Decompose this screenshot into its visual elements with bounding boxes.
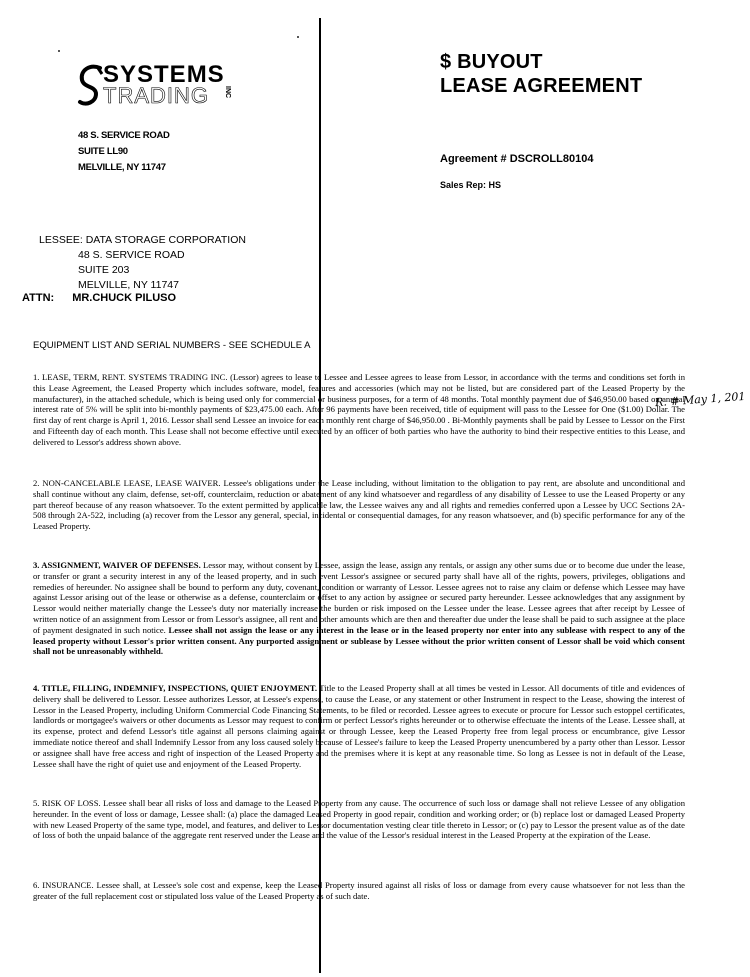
clause-text: Lessor may, without consent by Lessee, assign the lease, assign any rentals, or assign any other sums due or to become due under the lease, or transfer or grant a security interest in any of the leased property, and in such event Lessor's assignee or secured party shall have all of the rights, powers, privileges, obligations and remedies of hereunder. No assignee shall be bound to perform any duty, covenant, condition or warranty of Lessor. Lessee agrees not to raise any claim or defense which Lessee may have against Lessor arising out of the lease or otherwise as a defense, counterclaim or offset to any action by assignee or secured party hereunder. Lessee acknowledges that any assignment by Lessor would neither materially change the Lessee's duty nor materially increase the burden or risk imposed on the Lessee under the lease. Lessee agrees that after receipt by Lessee of written notice of an assignment from Lessor or from Lessor's assignee, all rent and other amounts which are then and thereafter due under the lease shall be paid to such assignee at the place of payment designated in such notice. bbox=[33, 560, 685, 635]
clause-title-indemnify bbox=[33, 683, 685, 769]
document-title bbox=[440, 50, 642, 98]
equipment-list-note: EQUIPMENT LIST AND SERIAL NUMBERS - SEE SCHEDULE A bbox=[33, 340, 311, 351]
attention-line bbox=[22, 292, 176, 304]
attn-label: ATTN: bbox=[22, 292, 55, 304]
lessee-name: DATA STORAGE CORPORATION bbox=[85, 234, 246, 246]
clause-heading: 6. INSURANCE. bbox=[33, 880, 94, 890]
lessor-address-line: 48 S. SERVICE ROAD bbox=[78, 130, 170, 141]
sales-rep: Sales Rep: HS bbox=[440, 180, 502, 190]
clause-text: Lessee shall bear all risks of loss and damage to the Leased Property from any cause. The occurrence of such loss or damage shall not relieve Lessee of any obligation hereunder. In the event of loss or damage, Lessee shall: (a) place the damaged Leased Property in good repair, condition and working order; or (b) replace lost or damaged Leased Property with new Leased Property of the same type, model, and features, and deliver to Lessor documentation vesting clear title thereto in Lessor; or (c) pay to Lessor the present value as of the date of loss of both the unpaid balance of the aggregate rent reserved under the Lease and the value of the Lessor's residual interest in the Leased Property at the expiration of the Lease. bbox=[33, 798, 685, 841]
handwritten-note: R. # May 1, 201 bbox=[654, 389, 746, 410]
clause-risk-of-loss bbox=[33, 798, 685, 841]
logo-s-mark-icon bbox=[76, 62, 106, 112]
systems-trading-logo bbox=[76, 60, 296, 116]
logo-inc: INC bbox=[224, 86, 231, 99]
lessor-address bbox=[78, 128, 170, 176]
agreement-number: Agreement # DSCROLL80104 bbox=[440, 153, 594, 165]
clause-text: SYSTEMS TRADING INC. (Lessor) agrees to lease to Lessee and Lessee agrees to lease from Lessor, in accordance with the terms and conditions set forth in this Lease Agreement, the Leased Property which includes software, model, features and accessories (which may not be listed, but are considered part of the Leased Property by the manufacturer), in the attached schedule, which is being used only for commercial or business purposes, for a term of 48 months. Total monthly payment due of $46,950.00 based on annual interest rate of 5% will be split into bi-monthly payments of $23,475.00 each. After 96 payments have been received, title of equipment will pass to the Lessee for One ($1.00) Dollar. The first day of rent charge is April 1, 2016. Lessor shall send Lessee an invoice for each monthly rent charge of $46,950.00 . Bi-Monthly payments shall be paid by Lessee to Lessor on the First and Fifteenth day of each month. This Lease shall not become effective until executed by an officer of both parties who have the authority to bind their respective entities to this Lease, and delivered to Lessor's address shown above. bbox=[33, 372, 685, 447]
lessee-address-line: 48 S. SERVICE ROAD bbox=[78, 249, 185, 261]
scan-speck bbox=[297, 36, 299, 38]
clause-heading: 1. LEASE, TERM, RENT. bbox=[33, 372, 126, 382]
clause-non-cancelable bbox=[33, 478, 685, 532]
title-line: $ BUYOUT bbox=[440, 51, 543, 73]
clause-text: Lessee shall, at Lessee's sole cost and expense, keep the Leased Property insured against all risks of loss or damage from every cause whatsoever for not less than the greater of the full replacement cost or stipulated loss value of the Leased Property as of such date. bbox=[33, 880, 686, 901]
clause-lease-term-rent bbox=[33, 372, 685, 448]
lessor-address-line: MELVILLE, NY 11747 bbox=[78, 162, 166, 173]
clause-heading: 2. NON-CANCELABLE LEASE, LEASE WAIVER. bbox=[33, 478, 221, 488]
clause-insurance bbox=[33, 880, 685, 902]
clause-heading: 5. RISK OF LOSS. bbox=[33, 798, 101, 808]
lessee-block bbox=[39, 233, 246, 293]
clause-text: Title to the Leased Property shall at all times be vested in Lessor. All documents of title and evidences of delivery shall be delivered to Lessor. Lessee authorizes Lessor, at Lessee's expense, to cause the Lease, or any statement or other Instrument in respect to the Lease, showing the interest of Lessor in the Leased Property, including Uniform Commercial Code Financing Statements, to be filed or recorded. Lessee agrees to execute or procure for Lessor such estoppel certificates, landlords or mortgagee's waivers or other documents as Lessor may request to confirm or perfect Lessor's rights hereunder or to otherwise effectuate the intents of the Lease. Lessee shall, at its expense, protect and defend Lessor's title against all persons claiming against or through Lessee, keep the Leased Property free from legal process or encumbrance, give Lessor immediate notice thereof and shall Indemnify Lessor from any loss caused solely because of Lessee's failure to keep the Leased Property unencumbered by a party other than Lessor. Lessor or assignee shall have free access and right of inspection of the Leased Property and the premises where it is kept at any reasonable time. So long as Lessee is not in default of the Lease, Lessee shall have the right of quiet use and enjoyment of the Leased Property. bbox=[33, 683, 685, 769]
title-line: LEASE AGREEMENT bbox=[440, 75, 643, 97]
lessor-address-line: SUITE LL90 bbox=[78, 146, 128, 157]
clause-heading: 3. ASSIGNMENT, WAIVER OF DEFENSES. bbox=[33, 560, 201, 570]
clause-heading: 4. TITLE, FILLING, INDEMNIFY, INSPECTIONS, QUIET ENJOYMENT. bbox=[33, 683, 318, 693]
clause-text: Lessee's obligations under the Lease including, without limitation to the obligation to pay rent, are absolute and unconditional and shall continue without any claim, defense, set-off, counterclaim, reduction or abatement of any kind whatsoever and regardless of any disability of Lessee to use the Leased Property or any part thereof because of any reason whatsoever. To the extent permitted by applicable law, the Lessee waives any and all rights and remedies conferred upon a Lessee by UCC Sections 2A-508 through 2A-522, including (a) recover from the Lessor any general, special, incidental or consequential damages, for any reason whatsoever, and (b) specific performance for any of the Leased Property. bbox=[33, 478, 686, 532]
logo-wordmark-systems: SYSTEMS bbox=[103, 61, 225, 88]
lessee-address-line: SUITE 203 bbox=[78, 264, 130, 276]
clause-assignment bbox=[33, 560, 685, 657]
logo-wordmark-trading: TRADING bbox=[103, 83, 209, 108]
lessee-label: LESSEE: bbox=[39, 234, 83, 246]
scan-speck bbox=[58, 50, 60, 52]
lessee-address-line: MELVILLE, NY 11747 bbox=[78, 279, 179, 291]
clause-bold-text: Lessee shall not assign the lease or any interest in the lease or in the leased property nor enter into any sublease with respect to any of the leased property without Lessor's prior written consent. Any purported assignment or sublease by Lessee without the prior written consent of Lessor shall be void which consent shall not be unreasonably withheld. bbox=[33, 624, 685, 657]
attn-name: MR.CHUCK PILUSO bbox=[72, 292, 177, 304]
